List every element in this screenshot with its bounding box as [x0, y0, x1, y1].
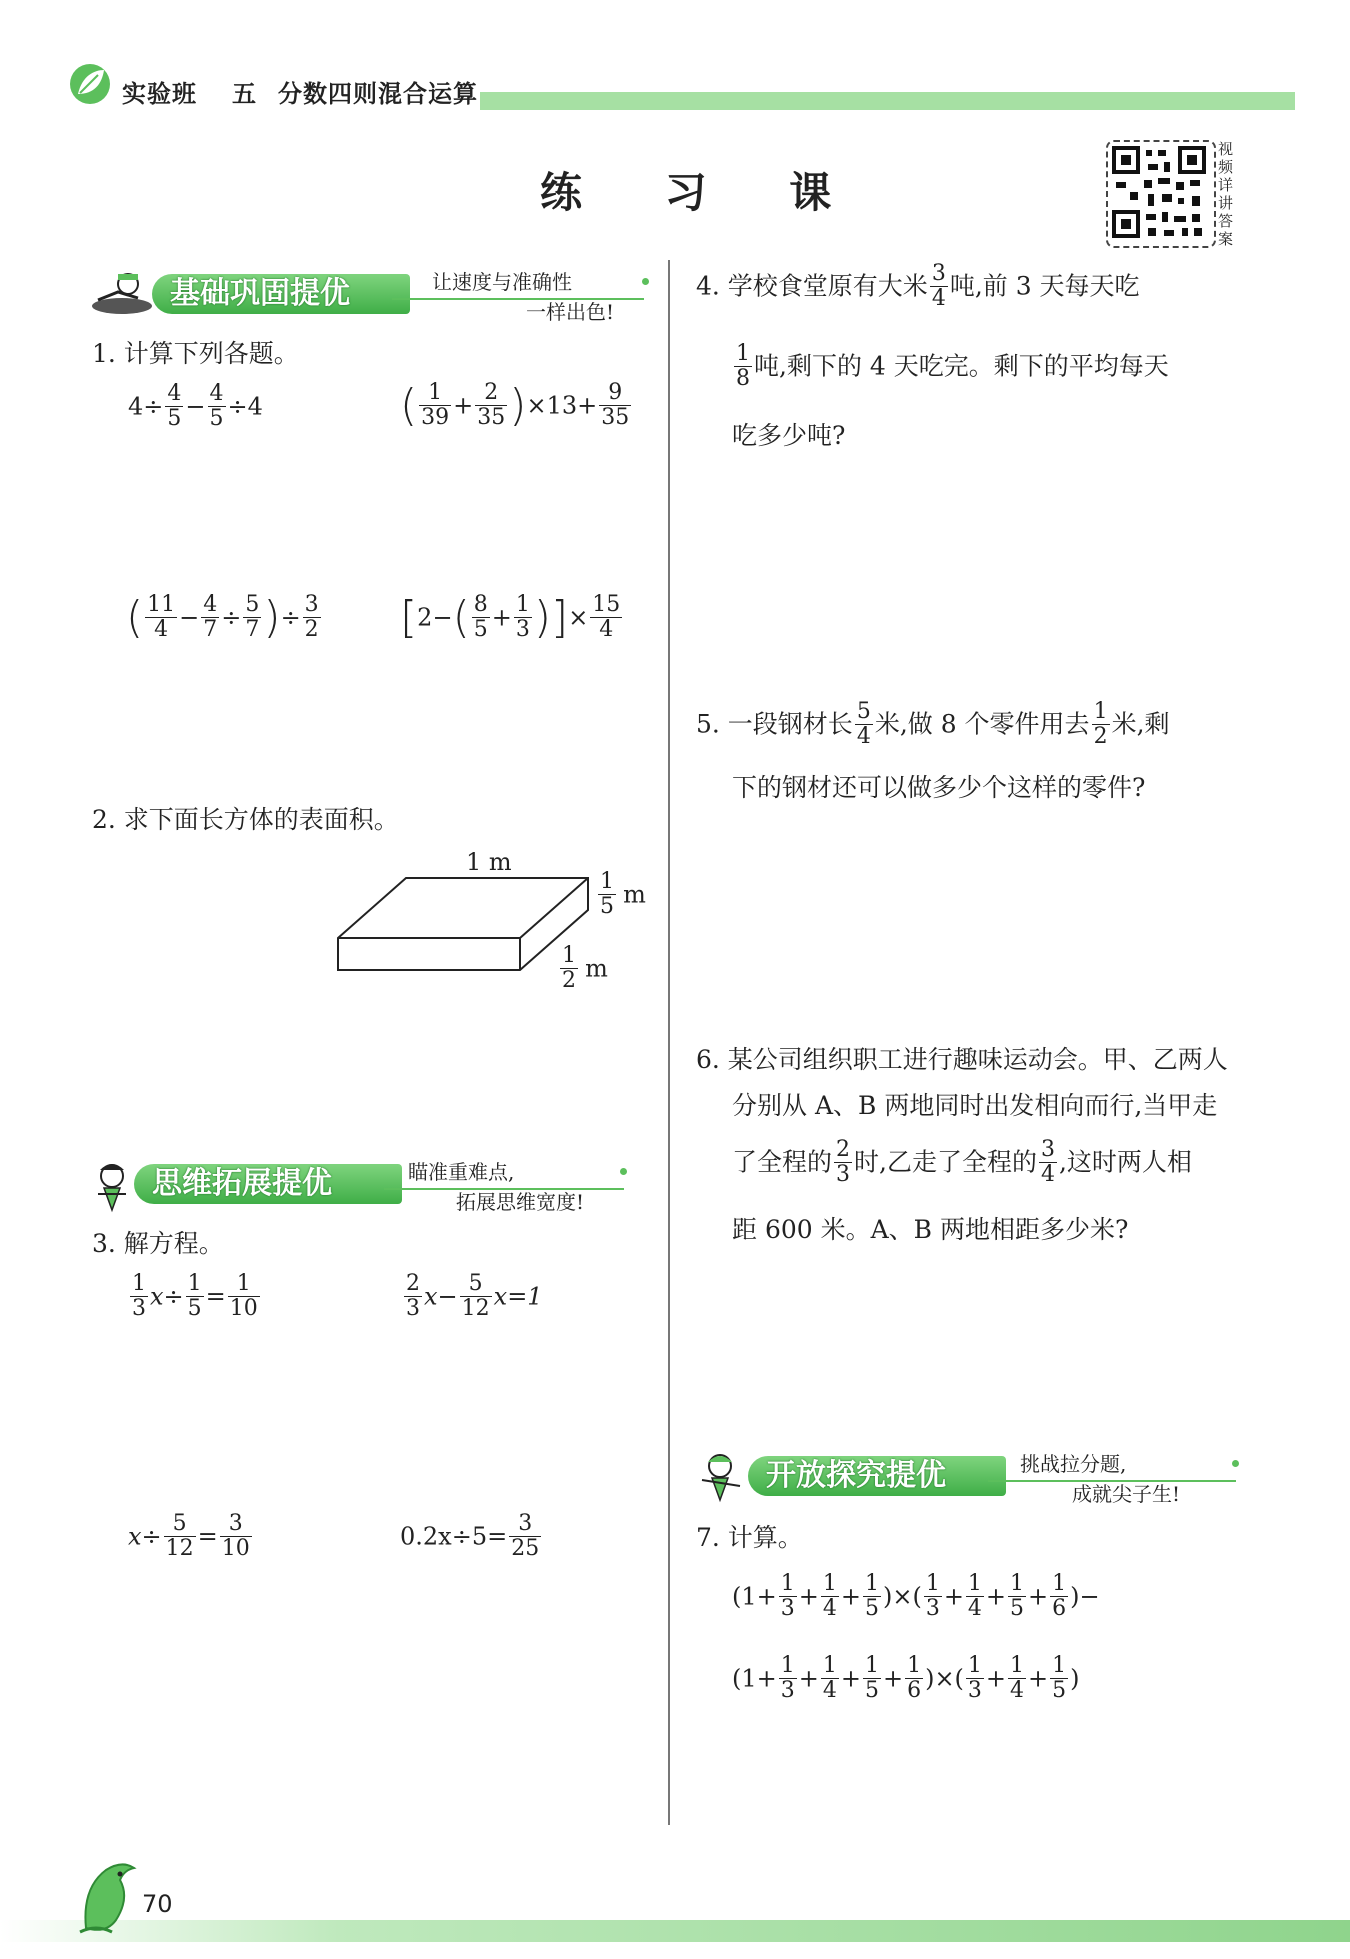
section-basic-slogan-1: 让速度与准确性 — [432, 270, 572, 294]
expr-text: 4÷ — [128, 392, 164, 421]
expr-text: + — [1028, 1664, 1049, 1693]
numerator: 1 — [1052, 1653, 1067, 1678]
header-series: 实验班 — [122, 80, 197, 108]
q4-line-2 — [732, 342, 1169, 391]
unit: m — [585, 954, 608, 983]
text: 时,乙走了全程的 — [854, 1147, 1037, 1177]
denominator: 7 — [203, 617, 218, 642]
q3-eq-3 — [128, 1512, 254, 1561]
paren: ( — [452, 592, 470, 643]
denominator: 3 — [132, 1296, 146, 1321]
fraction — [1050, 1572, 1068, 1621]
fraction — [734, 342, 752, 391]
fraction — [966, 1654, 984, 1703]
expr-text: + — [491, 603, 512, 632]
q6-line-1: 6. 某公司组织职工进行趣味运动会。甲、乙两人 — [696, 1045, 1228, 1074]
fraction — [130, 1272, 148, 1321]
q7-line-2 — [732, 1654, 1080, 1703]
numerator: 1 — [864, 1571, 879, 1596]
bracket: [ — [400, 592, 418, 643]
q6-line-3 — [732, 1138, 1192, 1187]
qr-code[interactable] — [1106, 140, 1216, 248]
section-thinking-slogan-2: 拓展思维宽度! — [456, 1190, 585, 1214]
fraction — [201, 593, 219, 642]
numerator: 3 — [518, 1511, 533, 1536]
numerator: 3 — [931, 261, 946, 286]
denominator: 3 — [406, 1296, 420, 1321]
expr-text: − — [185, 392, 206, 421]
denominator: 6 — [907, 1678, 922, 1703]
denominator: 2 — [562, 968, 576, 993]
fraction — [208, 382, 226, 431]
section-thinking-title: 思维拓展提优 — [134, 1164, 402, 1204]
numerator: 1 — [780, 1653, 795, 1678]
expr-text: ÷ — [221, 603, 242, 632]
numerator: 1 — [822, 1653, 837, 1678]
expr-text: = — [197, 1522, 218, 1551]
fraction — [514, 593, 532, 642]
expr-text: (1+ — [732, 1664, 777, 1693]
fraction — [863, 1572, 881, 1621]
fraction — [1039, 1138, 1057, 1187]
expr-text: + — [798, 1664, 819, 1693]
expr-text: + — [1028, 1582, 1049, 1611]
text: 4. 学校食堂原有大米 — [696, 271, 928, 301]
q4-line-3: 吃多少吨? — [732, 421, 846, 450]
numerator: 1 — [925, 1571, 940, 1596]
expr-text: + — [943, 1582, 964, 1611]
denominator: 4 — [1010, 1678, 1025, 1703]
denominator: 3 — [515, 617, 530, 642]
numerator: 4 — [203, 592, 218, 617]
page-title: 练 习 课 — [540, 168, 866, 217]
expr-text: × — [568, 603, 589, 632]
section-basic-slogan-2: 一样出色! — [526, 300, 615, 324]
expr-text: )×( — [882, 1582, 922, 1611]
expr-text: 2− — [417, 603, 453, 632]
q3-stem: 3. 解方程。 — [92, 1229, 224, 1258]
denominator: 4 — [822, 1678, 837, 1703]
leaf-logo-icon — [68, 62, 112, 106]
numerator: 1 — [736, 341, 750, 366]
cuboid-width-label — [558, 944, 608, 993]
numerator: 1 — [187, 1271, 202, 1296]
fraction — [472, 593, 490, 642]
bracket: ] — [551, 592, 569, 643]
fraction — [404, 1272, 422, 1321]
expr-text: )− — [1070, 1582, 1100, 1611]
denominator: 4 — [822, 1596, 837, 1621]
expr-text: ÷ — [280, 603, 301, 632]
skateboard-kid-icon — [88, 270, 158, 316]
numerator: 1 — [428, 380, 443, 405]
denominator: 12 — [461, 1296, 490, 1321]
section-open-slogan-2: 成就尖子生! — [1072, 1482, 1181, 1506]
fraction — [905, 1654, 923, 1703]
fraction — [475, 381, 507, 430]
denominator: 5 — [600, 894, 614, 919]
q5-line-1 — [696, 700, 1170, 749]
fraction — [1050, 1654, 1068, 1703]
denominator: 12 — [165, 1536, 194, 1561]
expr-text: + — [985, 1582, 1007, 1611]
numerator: 9 — [608, 380, 623, 405]
fraction — [863, 1654, 881, 1703]
denominator: 4 — [590, 617, 622, 642]
fraction — [460, 1272, 492, 1321]
footer-band — [0, 1920, 1350, 1942]
slogan-underline — [392, 298, 644, 300]
fraction — [1008, 1572, 1026, 1621]
fraction — [186, 1272, 204, 1321]
q1-expr-2 — [400, 380, 633, 431]
fraction — [821, 1654, 839, 1703]
q3-eq-2 — [402, 1272, 543, 1321]
header-unit: 五 — [232, 80, 257, 108]
text: ,这时两人相 — [1058, 1147, 1192, 1177]
slogan-dot — [1232, 1460, 1239, 1467]
fraction — [165, 382, 183, 431]
paren: ) — [509, 380, 527, 431]
text: 5. 一段钢材长 — [696, 709, 853, 739]
expr-text: + — [840, 1664, 861, 1693]
numerator: 3 — [1040, 1137, 1055, 1162]
fraction — [164, 1512, 196, 1561]
section-basic-title: 基础巩固提优 — [152, 274, 410, 314]
expr-text: x=1 — [493, 1282, 543, 1311]
text: 米,做 8 个零件用去 — [874, 709, 1090, 739]
expr-text: x− — [424, 1282, 458, 1311]
expr-text: + — [798, 1582, 819, 1611]
numerator: 3 — [304, 592, 319, 617]
section-thinking-slogan-1: 瞄准重难点, — [408, 1160, 515, 1184]
numerator: 1 — [600, 869, 614, 894]
q6-line-4: 距 600 米。A、B 两地相距多少米? — [732, 1215, 1129, 1244]
paren: ) — [263, 592, 281, 643]
numerator: 5 — [468, 1271, 483, 1296]
denominator: 3 — [967, 1678, 982, 1703]
fraction — [834, 1138, 852, 1187]
fraction — [930, 262, 948, 311]
denominator: 4 — [856, 724, 871, 749]
fraction — [509, 1512, 541, 1561]
q1-stem: 1. 计算下列各题。 — [92, 339, 299, 368]
denominator: 35 — [477, 405, 506, 430]
denominator: 4 — [967, 1596, 982, 1621]
q6-line-2: 分别从 A、B 两地同时出发相向而行,当甲走 — [732, 1091, 1218, 1120]
numerator: 1 — [967, 1653, 982, 1678]
denominator: 6 — [1052, 1596, 1067, 1621]
cuboid-height-label — [596, 870, 646, 919]
fraction — [145, 593, 177, 642]
numerator: 2 — [836, 1137, 851, 1162]
numerator: 1 — [1010, 1653, 1025, 1678]
dolphin-icon — [76, 1858, 142, 1938]
expr-text: + — [453, 391, 474, 420]
denominator: 5 — [473, 617, 488, 642]
boy-mascot-icon — [694, 1450, 750, 1506]
fraction — [1092, 700, 1110, 749]
numerator: 1 — [1010, 1571, 1025, 1596]
numerator: 2 — [484, 380, 499, 405]
page-number: 70 — [142, 1890, 173, 1918]
slogan-dot — [642, 278, 649, 285]
text: 米,剩 — [1111, 709, 1170, 739]
numerator: 1 — [780, 1571, 795, 1596]
fraction — [599, 381, 631, 430]
fraction — [779, 1572, 797, 1621]
text: 吨,剩下的 4 天吃完。剩下的平均每天 — [754, 351, 1169, 381]
qr-label: 视频详讲答案 — [1218, 140, 1234, 248]
numerator: 1 — [822, 1571, 837, 1596]
section-open-slogan-1: 挑战拉分题, — [1020, 1452, 1127, 1476]
expr-text: = — [205, 1282, 226, 1311]
q1-expr-3 — [126, 592, 323, 643]
numerator: 4 — [167, 381, 182, 406]
numerator: 1 — [864, 1653, 879, 1678]
cuboid-diagram — [336, 870, 596, 990]
fraction — [303, 593, 321, 642]
denominator: 4 — [1040, 1162, 1055, 1187]
denominator: 2 — [304, 617, 319, 642]
column-divider — [668, 260, 670, 1825]
text: 吨,前 3 天每天吃 — [949, 271, 1140, 301]
q1-expr-1 — [128, 382, 263, 431]
girl-mascot-icon — [88, 1160, 138, 1216]
denominator: 5 — [864, 1678, 879, 1703]
denominator: 5 — [1052, 1678, 1067, 1703]
section-open-title: 开放探究提优 — [748, 1456, 1006, 1496]
q7-stem: 7. 计算。 — [696, 1523, 803, 1552]
numerator: 11 — [147, 592, 176, 617]
numerator: 5 — [245, 592, 260, 617]
expr-text: x÷ — [150, 1282, 184, 1311]
numerator: 15 — [592, 592, 621, 617]
expr-text: 0.2x÷5= — [400, 1522, 508, 1551]
unit: m — [623, 880, 646, 909]
expr-text: + — [882, 1664, 904, 1693]
fraction — [228, 1272, 260, 1321]
fraction — [855, 700, 873, 749]
fraction — [821, 1572, 839, 1621]
q1-expr-4 — [400, 592, 624, 643]
denominator: 7 — [245, 617, 260, 642]
numerator: 3 — [228, 1511, 243, 1536]
expr-text: )×( — [925, 1664, 964, 1693]
q3-eq-4 — [400, 1512, 543, 1561]
numerator: 1 — [907, 1653, 922, 1678]
fraction — [419, 381, 451, 430]
denominator: 3 — [780, 1678, 795, 1703]
denominator: 4 — [145, 617, 177, 642]
numerator: 1 — [515, 592, 530, 617]
expr-text: − — [179, 603, 200, 632]
slogan-dot — [620, 1168, 627, 1175]
expr-text: x÷ — [128, 1522, 162, 1551]
numerator: 1 — [236, 1271, 251, 1296]
fraction — [560, 944, 578, 993]
cuboid-length-label: 1 m — [466, 848, 512, 876]
fraction — [598, 870, 616, 919]
fraction — [243, 593, 261, 642]
fraction — [1008, 1654, 1026, 1703]
denominator: 35 — [601, 405, 630, 430]
denominator: 10 — [221, 1536, 250, 1561]
q7-line-1 — [732, 1572, 1100, 1621]
expr-text: ×13+ — [526, 391, 598, 420]
numerator: 2 — [406, 1271, 420, 1296]
denominator: 3 — [836, 1162, 851, 1187]
expr-text: + — [840, 1582, 861, 1611]
q3-eq-1 — [128, 1272, 262, 1321]
numerator: 1 — [562, 943, 576, 968]
slogan-underline — [988, 1480, 1236, 1482]
denominator: 5 — [167, 406, 182, 431]
fraction — [779, 1654, 797, 1703]
numerator: 5 — [856, 699, 871, 724]
denominator: 4 — [931, 286, 946, 311]
paren: ( — [126, 592, 144, 643]
text: 了全程的 — [732, 1147, 833, 1177]
numerator: 8 — [473, 592, 488, 617]
paren: ) — [533, 592, 552, 643]
q2-stem: 2. 求下面长方体的表面积。 — [92, 805, 399, 834]
denominator: 39 — [421, 405, 450, 430]
expr-text: (1+ — [732, 1582, 777, 1611]
slogan-underline — [384, 1188, 624, 1190]
numerator: 4 — [209, 381, 224, 406]
expr-text: + — [985, 1664, 1007, 1693]
numerator: 5 — [172, 1511, 187, 1536]
denominator: 2 — [1093, 724, 1108, 749]
q4-line-1 — [696, 262, 1140, 311]
numerator: 1 — [1093, 699, 1108, 724]
header-unit-title: 分数四则混合运算 — [278, 80, 478, 108]
fraction — [590, 593, 622, 642]
paren: ( — [400, 380, 418, 431]
denominator: 5 — [187, 1296, 202, 1321]
numerator: 1 — [132, 1271, 146, 1296]
denominator: 3 — [925, 1596, 940, 1621]
denominator: 8 — [736, 366, 750, 391]
denominator: 5 — [209, 406, 224, 431]
numerator: 1 — [1052, 1571, 1067, 1596]
q5-line-2: 下的钢材还可以做多少个这样的零件? — [732, 773, 1146, 802]
fraction — [220, 1512, 252, 1561]
header-band — [480, 92, 1295, 110]
denominator: 25 — [511, 1536, 540, 1561]
denominator: 5 — [864, 1596, 879, 1621]
denominator: 10 — [229, 1296, 258, 1321]
numerator: 1 — [967, 1571, 982, 1596]
denominator: 3 — [780, 1596, 795, 1621]
expr-text: ÷4 — [227, 392, 263, 421]
qr-code-icon — [1108, 142, 1210, 242]
expr-text: ) — [1070, 1664, 1080, 1693]
fraction — [966, 1572, 984, 1621]
denominator: 5 — [1010, 1596, 1025, 1621]
fraction — [924, 1572, 942, 1621]
